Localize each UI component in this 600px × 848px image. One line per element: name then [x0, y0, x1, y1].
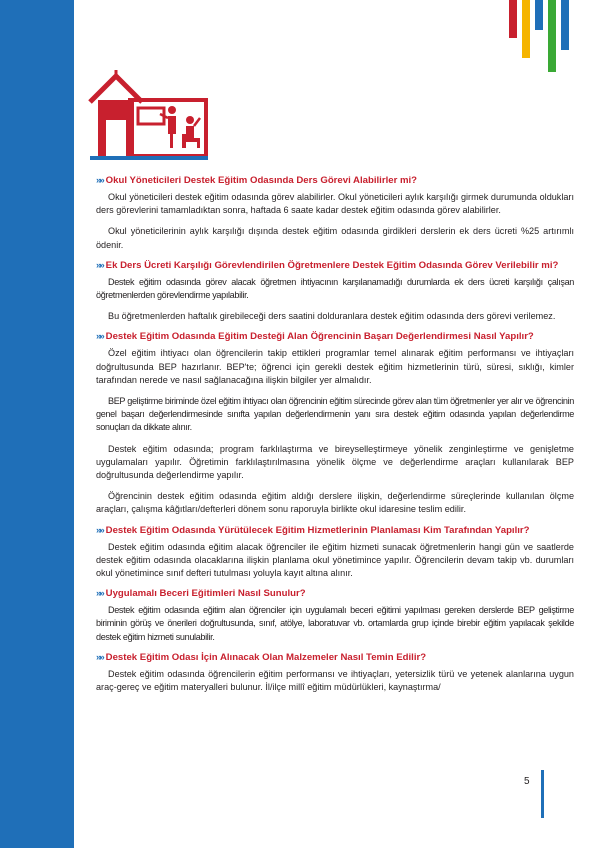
paragraph: Okul yöneticilerinin aylık karşılığı dışında destek eğitim odasında girdikleri derslerin ek ders ücreti %25 artırımlı ödenir.: [96, 226, 574, 250]
paragraph: Bu öğretmenlerden haftalık girebileceği ders saatini dolduranlara destek eğitim odasında ders görevi verilemez.: [108, 311, 556, 322]
paragraph: Destek eğitim odasında görev alacak öğretmen ihtiyacının karşılanamadığı durumlarda ek ders ücreti karşılığı çalışan öğretmenlerden görevlendirme yapılabilir.: [96, 276, 574, 301]
section-basari: [96, 331, 574, 516]
double-chevron-right-icon: »»: [96, 651, 103, 663]
section-heading: »» Uygulamalı Beceri Eğitimleri Nasıl Sunulur?: [96, 588, 306, 600]
page-number-divider: [541, 770, 544, 818]
double-chevron-right-icon: »»: [96, 524, 103, 536]
red-stripe: [509, 0, 517, 38]
paragraph: Öğrencinin destek eğitim odasında eğitim aldığı derslere ilişkin, değerlendirme süreçlerinde kullanılan ölçme araçları, çalışma kâğıtları/defterleri dönem sonu raporuyla birlikte okul idaresine teslim edilir.: [96, 491, 574, 515]
paragraph: Destek eğitim odasında eğitim alan öğrenciler için uygulamalı beceri eğitimi yapılması gereken derslerde BEP geliştirme biriminin görüş ve önerileri doğrultusunda, sınıf, atölye, laboratuvar vb. ortamlarda grup içinde birebir eğitim yapılacak şekilde destek eğitim hizmeti sunulabilir.: [96, 605, 574, 642]
paragraph: Destek eğitim odasında öğrencilerin eğitim performansı ve ihtiyaçları, yetersizlik türü ve yetenek alanlarına uygun araç-gereç ve eğitim materyalleri bulunur. İl/ilçe millî eğitim müdürlükleri, kaynaştırma/: [96, 668, 574, 693]
paragraph: Okul yöneticileri destek eğitim odasında görev alabilirler. Okul yöneticileri aylık karşılığı girmek durumunda oldukları ders görevlerini tamamladıktan sonra, haftada 6 saate kadar destek eğitim odasında görev alabilirler.: [96, 192, 574, 216]
section-uygulamali: [96, 588, 574, 644]
blue-stripe-2: [561, 0, 569, 50]
section-heading: »» Ek Ders Ücreti Karşılığı Görevlendirilen Öğretmenlere Destek Eğitim Odasında Görev Verilebilir mi?: [96, 259, 559, 271]
paragraph: Özel eğitim ihtiyacı olan öğrencilerin takip ettikleri programlar temel alınarak eğitim performansı ve ihtiyaçları doğrultusunda BEP hazırlanır. BEP'te; öğrenci için gerekli destek eğitim hizmetlerinin türü, süresi, sıklığı, kimler tarafından nerede ve nasıl sağlanacağına ilişkin bilgiler yer almalıdır.: [96, 348, 574, 385]
section-heading: »» Destek Eğitim Odasında Yürütülecek Eğitim Hizmetlerinin Planlaması Kim Tarafından Yapılır?: [96, 524, 530, 536]
double-chevron-right-icon: »»: [96, 259, 103, 271]
double-chevron-right-icon: »»: [96, 588, 103, 600]
paragraph: Destek eğitim odasında; program farklılaştırma ve bireyselleştirmeye yönelik zenginleştirme ve genişletme uygulamaları yapılır. Öğretimin farklılaştırılmasına yönelik ölçme ve değerlendirme araçları kullanılarak BEP doğrultusunda değerlendirme yapılır.: [96, 443, 574, 481]
section-planlama: [96, 525, 574, 581]
section-heading: »» Okul Yöneticileri Destek Eğitim Odasında Ders Görevi Alabilirler mi?: [96, 175, 418, 186]
section-yoneticiler: [96, 175, 574, 252]
section-malzemeler: [96, 652, 574, 694]
double-chevron-right-icon: »»: [96, 175, 103, 186]
double-chevron-right-icon: »»: [96, 331, 103, 343]
left-sidebar-bar: [0, 0, 74, 848]
paragraph: BEP geliştirme biriminde özel eğitim ihtiyacı olan öğrencinin eğitim sürecinde görev alan tüm öğretmenler yer alır ve öğrencinin genel başarı değerlendirmesinde sınıfta yapılan değerlendirmenin yanı sıra destek eğitim odasında yapılan değerlendirme sonuçları da dikkate alınır.: [96, 396, 574, 433]
green-stripe: [548, 0, 556, 72]
paragraph: Destek eğitim odasında eğitim alacak öğrenciler ile eğitim hizmeti sunacak öğretmenlerin hangi gün ve saatlerde destek eğitim odasında olacaklarına ilişkin planlama okul yönetimince yapılır. Öğrencilerin devam takip vb. durumları okul yönetimince sınıf defteri tutulması yoluyla kayıt altına alınır.: [96, 541, 574, 579]
yellow-stripe: [522, 0, 530, 58]
page-number: 5: [524, 776, 530, 787]
section-heading: »» Destek Eğitim Odasında Eğitim Desteği Alan Öğrencinin Başarı Değerlendirmesi Nasıl Yapılır?: [96, 331, 534, 343]
main-content: [96, 175, 574, 702]
section-heading: »» Destek Eğitim Odası İçin Alınacak Olan Malzemeler Nasıl Temin Edilir?: [96, 651, 427, 663]
classroom-house-icon: [86, 68, 212, 164]
color-stripes-decoration: [509, 0, 573, 75]
section-ek-ders: [96, 260, 574, 324]
blue-stripe: [535, 0, 543, 30]
